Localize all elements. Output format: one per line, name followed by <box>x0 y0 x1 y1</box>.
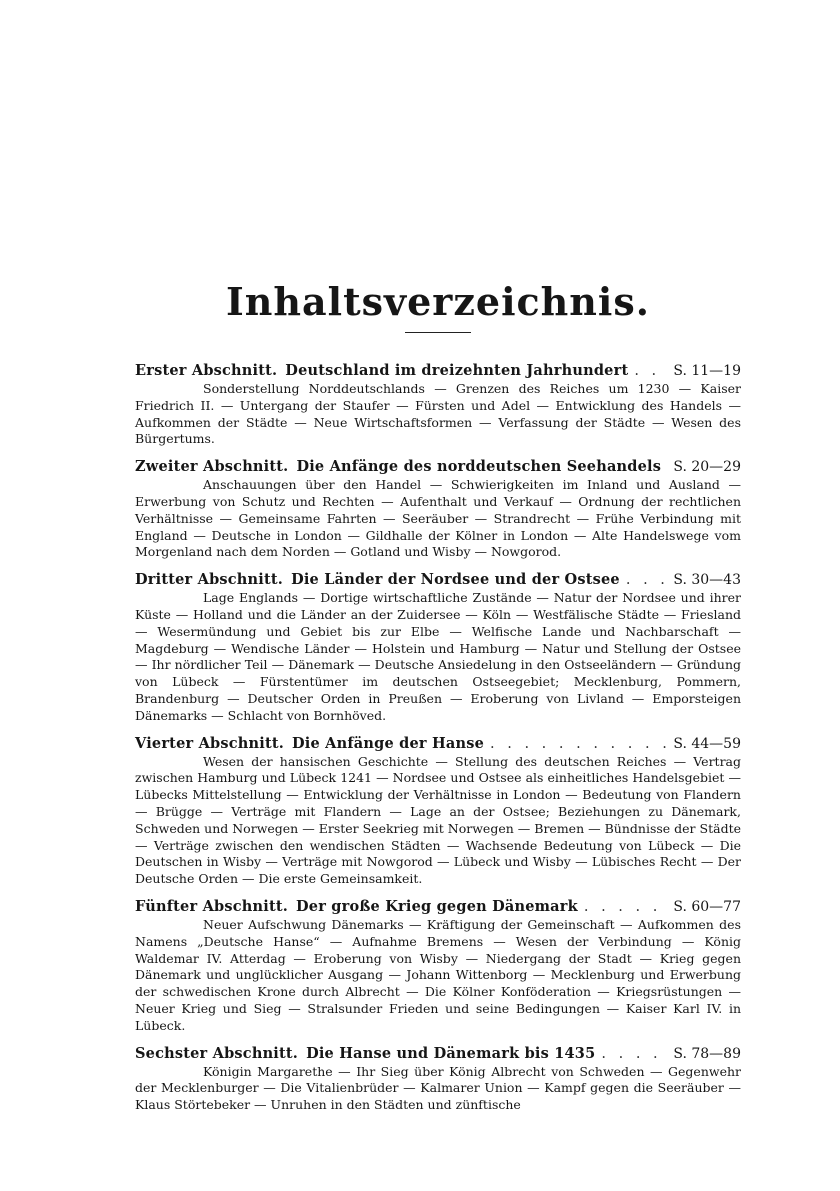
section-label: Dritter Abschnitt. <box>135 571 284 589</box>
dot-leader <box>634 362 667 381</box>
toc-page <box>135 280 741 1123</box>
section-title: Die Anfänge der Hanse <box>292 734 485 752</box>
section-label: Zweiter Abschnitt. <box>135 458 289 476</box>
section-summary: Neuer Aufschwung Dänemarks — Kräftigung der Gemeinschaft — Aufkommen des Namens „Deutsche Hanse“ — Aufnahme Bremens — Wesen der Verbindung — König Waldemar IV. Atterdag — Eroberung von Wisby — Niedergang der Stadt — Krieg gegen Dänemark und unglücklicher Ausgang — Johann Wittenborg — Mecklenburg und Erwerbung der schwedischen Krone durch Albrecht — Die Kölner Konföderation — Kriegsrüstungen — Neuer Krieg und Sieg — Stralsunder Frieden und seine Bedingungen — Kaiser Karl IV. in Lübeck. <box>135 916 741 1033</box>
section-label: Vierter Abschnitt. <box>135 734 284 752</box>
dot-leader <box>626 571 668 590</box>
toc-heading <box>135 457 741 477</box>
toc-section-6 <box>135 1044 741 1114</box>
toc-heading <box>135 734 741 754</box>
section-title: Der große Krieg gegen Dänemark <box>296 897 578 915</box>
page-range: S. 20—29 <box>673 459 741 476</box>
section-summary: Königin Margarethe — Ihr Sieg über König Albrecht von Schweden — Gegenwehr der Mecklenburger — Die Vitalienbrüder — Kalmarer Union — Kampf gegen die Seeräuber — Klaus Störtebeker — Unruhen in den Städten und zünftische <box>135 1063 741 1113</box>
section-title: Deutschland im dreizehnten Jahrhundert <box>285 362 629 379</box>
toc-section-2 <box>135 457 741 561</box>
toc-heading <box>135 1044 741 1064</box>
title-rule <box>405 332 471 333</box>
section-title: Die Länder der Nordsee und der Ostsee <box>291 571 620 589</box>
section-summary: Wesen der hansischen Geschichte — Stellung des deutschen Reiches — Vertrag zwischen Hamburg und Lübeck 1241 — Nordsee und Ostsee als einheitliches Handelsgebiet — Lübecks Mittelstellung — Entwicklung der Verhältnisse in London — Bedeutung von Flandern — Brügge — Verträge mit Flandern — Lage an der Ostsee; Beziehungen zu Dänemark, Schweden und Norwegen — Erster Seekrieg mit Norwegen — Bremen — Bündnisse der Städte — Verträge zwischen den wendischen Städten — Wachsende Bedeutung von Lübeck — Die Deutschen in Wisby — Verträge mit Nowgorod — Lübeck und Wisby — Lübisches Recht — Der Deutsche Orden — Die erste Gemeinsamkeit. <box>135 753 741 887</box>
section-title: Die Anfänge des norddeutschen Seehandels <box>296 458 662 476</box>
page-range: S. 30—43 <box>673 572 741 589</box>
section-label: Erster Abschnitt. <box>135 362 278 379</box>
dot-leader <box>490 735 667 754</box>
dot-leader <box>584 898 668 917</box>
section-summary: Lage Englands — Dortige wirtschaftliche Zustände — Natur der Nordsee und ihrer Küste — Holland und die Länder an der Zuidersee — Köln — Westfälische Städte — Friesland — Wesermündung und Gebiet bis zur Elbe — Welfische Lande und Nachbarschaft — Magdeburg — Wendische Länder — Holstein und Hamburg — Natur und Stellung der Ostsee — Ihr nördlicher Teil — Dänemark — Deutsche Ansiedelung in den Ostseeländern — Gründung von Lübeck — Fürstentümer im deutschen Ostseegebiet; Mecklenburg, Pommern, Brandenburg — Deutscher Orden in Preußen — Eroberung von Livland — Emporsteigen Dänemarks — Schlacht von Bornhöved. <box>135 590 741 723</box>
section-summary: Sonderstellung Norddeutschlands — Grenzen des Reiches um 1230 — Kaiser Friedrich II. — Untergang der Staufer — Fürsten und Adel — Entwicklung des Handels — Aufkommen der Städte — Neue Wirtschaftsformen — Verfassung der Städte — Wesen des Bürgertums. <box>135 381 741 447</box>
page-title: Inhaltsverzeichnis. <box>226 279 650 324</box>
page-range: S. 60—77 <box>673 898 741 915</box>
toc-heading <box>135 897 741 917</box>
toc-heading <box>135 570 741 590</box>
section-summary: Anschauungen über den Handel — Schwierigkeiten im Inland und Ausland — Erwerbung von Schutz und Rechten — Aufenthalt und Verkauf — Ordnung der rechtlichen Verhältnisse — Gemeinsame Fahrten — Seeräuber — Strandrecht — Frühe Verbindung mit England — Deutsche in London — Gildhalle der Kölner in London — Alte Handelswege vom Morgenland nach dem Norden — Gotland und Wisby — Nowgorod. <box>135 477 741 560</box>
section-label: Sechster Abschnitt. <box>135 1044 299 1062</box>
toc-heading <box>135 361 741 381</box>
toc-section-5 <box>135 897 741 1035</box>
dot-leader <box>601 1045 667 1064</box>
page-range: S. 11—19 <box>673 363 741 379</box>
toc-section-3 <box>135 570 741 724</box>
section-label: Fünfter Abschnitt. <box>135 897 288 915</box>
page-range: S. 78—89 <box>673 1045 741 1062</box>
section-title: Die Hanse und Dänemark bis 1435 <box>306 1044 596 1062</box>
toc-section-4 <box>135 734 741 888</box>
page-range: S. 44—59 <box>673 735 741 752</box>
toc-section-1 <box>135 361 741 448</box>
